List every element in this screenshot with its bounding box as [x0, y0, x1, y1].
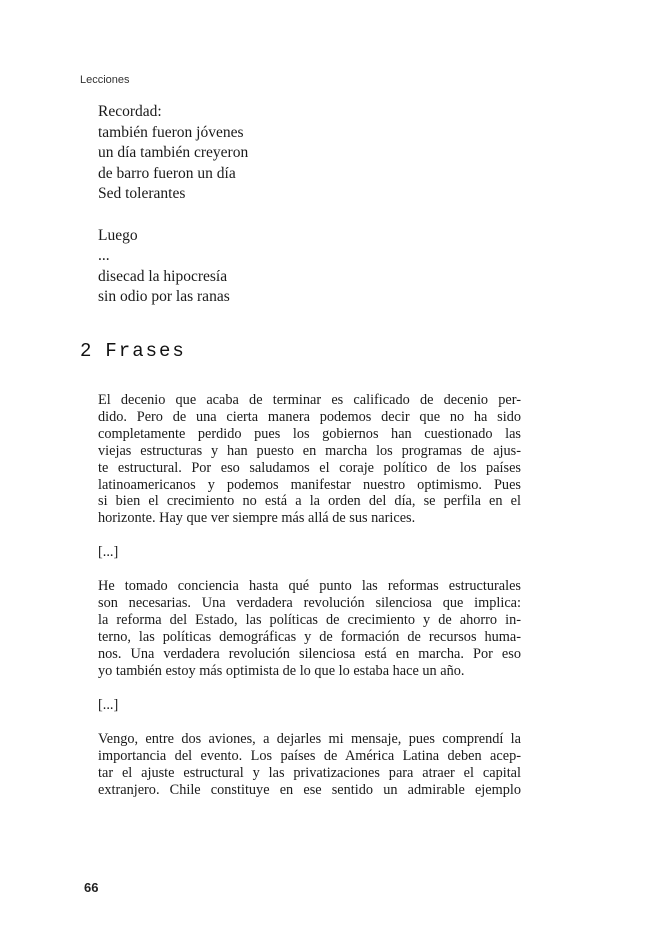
text-line: El decenio que acaba de terminar es calificado de decenio per-: [98, 392, 521, 408]
text-line: te estructural. Por eso saludamos el coraje político de los países: [98, 459, 521, 476]
text-line: importancia del evento. Los países de América Latina deben acep-: [98, 747, 521, 764]
text-line: dido. Pero de una cierta manera podemos decir que no ha sido: [98, 408, 521, 425]
section-heading: [80, 340, 186, 362]
text-line: He tomado conciencia hasta qué punto las reformas estructurales: [98, 578, 521, 594]
poem-line: ...: [98, 247, 110, 265]
poem-line: un día también creyeron: [98, 144, 249, 162]
running-head: Lecciones: [80, 74, 130, 86]
text-line: son necesarias. Una verdadera revolución silenciosa que implica:: [98, 594, 521, 611]
poem-line: Luego: [98, 226, 138, 244]
text-line: yo también estoy más optimista de lo que lo estaba hace un año.: [98, 662, 465, 679]
poem: [98, 102, 248, 308]
omission-marker: [...]: [98, 697, 119, 713]
text-line: horizonte. Hay que ver siempre más allá de sus narices.: [98, 510, 416, 527]
section-number: 2: [80, 340, 94, 362]
stanza-break: [98, 205, 248, 226]
poem-line: de barro fueron un día: [98, 164, 236, 182]
paragraph-1: [98, 392, 521, 527]
section-title: Frases: [105, 340, 186, 362]
poem-line: disecad la hipocresía: [98, 267, 228, 285]
text-line: latinoamericanos y podemos manifestar nuestro optimismo. Pues: [98, 476, 521, 493]
text-line: si bien el crecimiento no está a la orden del día, se perfila en el: [98, 493, 521, 510]
poem-line: sin odio por las ranas: [98, 288, 230, 306]
omission-marker: [...]: [98, 544, 119, 560]
page-number: 66: [84, 880, 99, 895]
poem-line: también fueron jóvenes: [98, 123, 244, 141]
paragraph-2: [98, 578, 521, 679]
poem-line: Sed tolerantes: [98, 185, 186, 203]
text-line: tar el ajuste estructural y las privatizaciones para atraer el capital: [98, 764, 521, 781]
text-line: la reforma del Estado, las políticas de crecimiento y de ahorro in-: [98, 611, 521, 628]
text-line: extranjero. Chile constituye en ese sentido un admirable ejemplo: [98, 781, 521, 798]
text-line: nos. Una verdadera revolución silenciosa está en marcha. Por eso: [98, 645, 521, 662]
text-line: completamente perdido pues los gobiernos han cuestionado las: [98, 425, 521, 442]
poem-line: Recordad:: [98, 103, 162, 120]
text-line: Vengo, entre dos aviones, a dejarles mi mensaje, pues comprendí la: [98, 731, 521, 747]
paragraph-3: [98, 731, 521, 799]
text-line: viejas estructuras y han puesto en marcha los programas de ajus-: [98, 442, 521, 459]
text-line: terno, las políticas demográficas y de formación de recursos huma-: [98, 628, 521, 645]
